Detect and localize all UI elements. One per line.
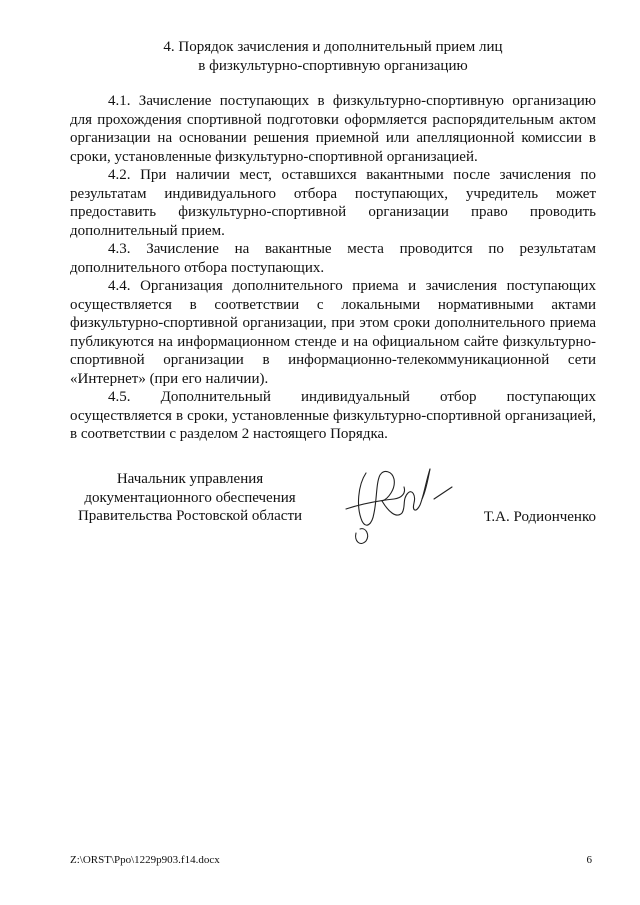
signatory-position <box>70 470 310 526</box>
footer-file-path: Z:\ORST\Ppo\1229p903.f14.docx <box>70 854 220 866</box>
signatory-position-line-2: документационного обеспечения <box>84 489 296 506</box>
paragraph-4-1: 4.1. Зачисление поступающих в физкультурно-спортивную организацию для прохождения спортивной подготовки оформляется распорядительным актом организации на основании решения приемной или апелляционной комиссии в сроки, установленные физкультурно-спортивной организацией. <box>70 93 596 165</box>
paragraph-4-2: 4.2. При наличии мест, оставшихся вакантными после зачисления по результатам индивидуального отбора поступающих, учредитель может предоставить физкультурно-спортивной организации право проводить дополнительный прием. <box>70 167 596 239</box>
paragraph-4-3: 4.3. Зачисление на вакантные места проводится по результатам дополнительного отбора поступающих. <box>70 241 596 276</box>
signatory-position-line-1: Начальник управления <box>116 471 264 487</box>
paragraph-4-4: 4.4. Организация дополнительного приема и зачисления поступающих осуществляется в соответствии с локальными нормативными актами физкультурно-спортивной организации, при этом сроки дополнительного приема публикуются на информационном стенде и на официальном сайте физкультурно-спортивной организации в информационно-телекоммуникационной сети «Интернет» (при его наличии). <box>70 278 596 387</box>
section-title-line-2: в физкультурно-спортивную организацию <box>198 58 468 74</box>
signatory-position-line-3: Правительства Ростовской области <box>77 508 303 524</box>
signatory-name: Т.А. Родионченко <box>483 509 596 525</box>
document-body <box>70 92 596 444</box>
handwritten-signature <box>336 455 454 551</box>
section-title-line-1: 4. Порядок зачисления и дополнительный прием лиц <box>163 39 503 55</box>
paragraph-4-5: 4.5. Дополнительный индивидуальный отбор поступающих осуществляется в сроки, установленные физкультурно-спортивной организацией, в соответствии с разделом 2 настоящего Порядка. <box>70 389 596 442</box>
section-title <box>70 38 596 76</box>
page-number: 6 <box>586 854 592 866</box>
